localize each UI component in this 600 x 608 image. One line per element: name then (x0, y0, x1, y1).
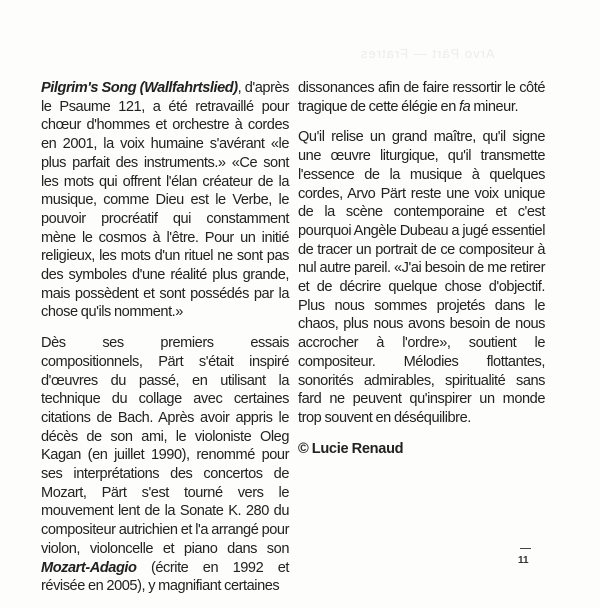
page-number: 11 (518, 555, 529, 566)
paragraph-text: , d'après le Psaume 121, a été retravaillé pour chœur d'hommes et orchestre à cordes en 2001, la voix humaine s'avérant «le plus parfait des instruments.» «Ce sont les mots qui offrent l'élan créateur de la musique, comme Dieu est le Verbe, le pouvoir procréatif qui constamment mène le cosmos à l'être. Pour un initié religieux, les mots d'un rituel ne sont pas des symboles d'une réalité plus grande, mais possèdent et sont possédés par la chose qu'ils nomment.» (41, 80, 289, 321)
work-title-pilgrims-song: Pilgrim's Song (Wallfahrtslied) (41, 80, 238, 96)
bleed-through-header: Arvo Pärt — Fratres (360, 46, 495, 61)
key-fa: fa (458, 98, 471, 115)
right-column (298, 79, 545, 458)
paragraph-conclusion: Qu'il relise un grand maître, qu'il signe une œuvre liturgique, qu'il transmette l'essence de la musique à quelques cordes, Arvo Pärt reste une voix unique de la scène contemporaine et c'est pourquoi Angèle Dubeau a jugé essentiel de tracer un portrait de ce compositeur à nul autre pareil. «J'ai besoin de me retirer et de décrire quelque chose d'objectif. Plus nous sommes projetés dans le chaos, plus nous avons besoin de nous accrocher à l'ordre», soutient le compositeur. Mélodies flottantes, sonorités admirables, spiritualité sans fard ne peuvent qu'inspirer un monde trop souvent en déséquilibre. (298, 129, 545, 426)
paragraph-mozart-adagio (41, 334, 289, 596)
paragraph-text: (écrite en 1992 et révisée en 2005), y magnifiant certaines (41, 559, 289, 595)
paragraph-text: Dès ses premiers essais compositionnels, Pärt s'était inspiré d'œuvres du passé, en utilisant la technique du collage avec certaines citations de Bach. Après avoir appris le décès de son ami, le violoniste Oleg Kagan (en juillet 1990), renommé pour ses interprétations des concertos de Mozart, Pärt s'est tourné vers le mouvement lent de la Sonate K. 280 du compositeur autrichien et l'a arrangé pour violon, violoncelle et piano dans son (41, 335, 289, 557)
paragraph-text: dissonances afin de faire ressortir le côté tragique de cette élégie en (298, 80, 545, 115)
left-column (41, 79, 289, 608)
paragraph-text: mineur. (470, 98, 519, 115)
paragraph-pilgrims-song (41, 79, 289, 322)
page-number-rule (520, 548, 531, 549)
work-title-mozart-adagio: Mozart-Adagio (41, 559, 137, 576)
paragraph-continuation (298, 79, 545, 116)
author-signature: © Lucie Renaud (298, 440, 404, 457)
